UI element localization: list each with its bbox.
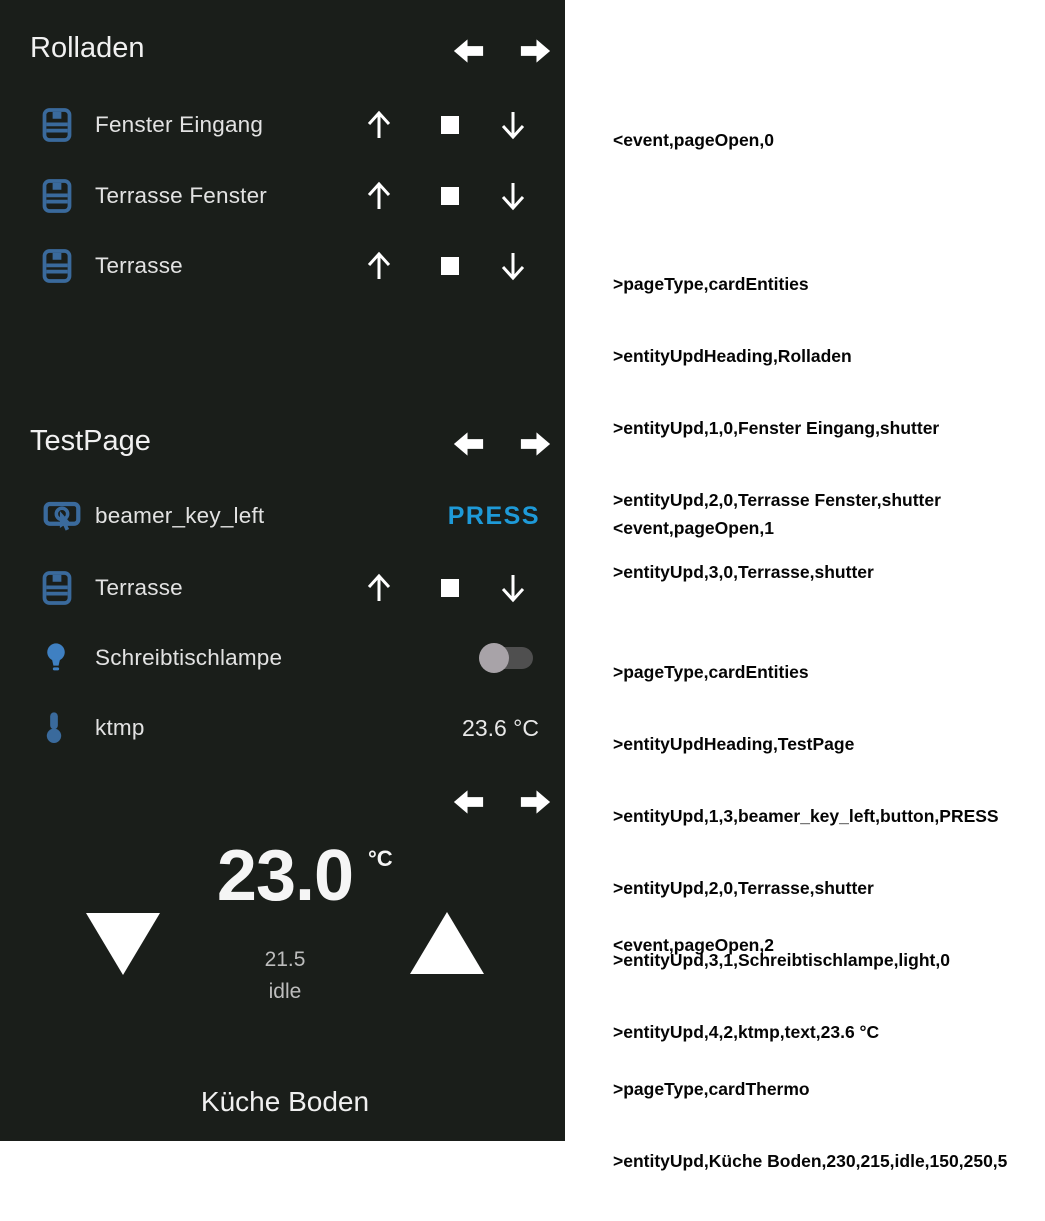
entity-row	[0, 693, 565, 763]
page-prev-icon[interactable]	[450, 36, 487, 66]
page-title: Rolladen	[30, 32, 145, 64]
shutter-down-button[interactable]	[495, 553, 531, 623]
stop-icon	[441, 116, 459, 134]
page-next-icon[interactable]	[517, 429, 554, 459]
log-line: >entityUpd,1,0,Fenster Eingang,shutter	[613, 418, 940, 438]
entity-name: Schreibtischlampe	[95, 645, 283, 670]
stop-icon	[441, 257, 459, 275]
entity-row	[0, 623, 565, 693]
shutter-up-button[interactable]	[361, 231, 397, 301]
stop-icon	[441, 187, 459, 205]
log-line: <event,pageOpen,1	[613, 518, 774, 538]
page-next-icon[interactable]	[517, 36, 554, 66]
window-shutter-icon	[42, 161, 94, 231]
entity-name: Terrasse Fenster	[95, 183, 268, 208]
entity-name: Terrasse	[95, 253, 183, 278]
press-button[interactable]: PRESS	[447, 501, 540, 530]
target-temperature: 21.5	[264, 948, 306, 971]
log-line: >entityUpd,Küche Boden,230,215,idle,150,250,5	[613, 1151, 1008, 1171]
shutter-up-button[interactable]	[361, 553, 397, 623]
entity-row	[0, 90, 565, 160]
log-line: >entityUpd,4,2,ktmp,text,23.6 °C	[613, 1022, 880, 1042]
log-line: >entityUpdHeading,Rolladen	[613, 346, 852, 366]
entity-row	[0, 161, 565, 231]
thermostat-entity-name: Küche Boden	[200, 1086, 370, 1117]
window-shutter-icon	[42, 90, 94, 160]
log-line: >entityUpd,2,0,Terrasse Fenster,shutter	[613, 490, 941, 510]
shutter-stop-button[interactable]	[439, 90, 461, 160]
window-shutter-icon	[42, 553, 94, 623]
log-line	[613, 200, 941, 224]
log-line: >entityUpdHeading,TestPage	[613, 734, 855, 754]
lightbulb-icon	[42, 623, 94, 693]
shutter-down-button[interactable]	[495, 231, 531, 301]
log-line: <event,pageOpen,0	[613, 130, 774, 150]
thermometer-icon	[42, 693, 94, 763]
shutter-down-button[interactable]	[495, 161, 531, 231]
shutter-up-button[interactable]	[361, 161, 397, 231]
entity-name: beamer_key_left	[95, 503, 265, 528]
shutter-stop-button[interactable]	[439, 231, 461, 301]
log-line: >entityUpd,1,3,beamer_key_left,button,PRESS	[613, 806, 999, 826]
page-prev-icon[interactable]	[450, 429, 487, 459]
entity-name: Fenster Eingang	[95, 112, 264, 137]
log-line: >pageType,cardEntities	[613, 662, 809, 682]
entity-row	[0, 231, 565, 301]
log-line: >entityUpd,2,0,Terrasse,shutter	[613, 878, 874, 898]
current-temperature: 23.0	[216, 836, 354, 916]
thermostat-state: idle	[268, 980, 302, 1003]
temperature-unit: °C	[368, 846, 393, 871]
entity-name: Terrasse	[95, 575, 183, 600]
shutter-stop-button[interactable]	[439, 553, 461, 623]
log-line: >entityUpd,3,1,Schreibtischlampe,light,0	[613, 950, 950, 970]
page-title: TestPage	[30, 425, 151, 457]
toggle-knob	[479, 643, 509, 673]
light-toggle[interactable]	[479, 643, 533, 673]
shutter-up-button[interactable]	[361, 90, 397, 160]
gesture-tap-button-icon	[42, 481, 94, 551]
log-line: >entityUpd,3,0,Terrasse,shutter	[613, 562, 874, 582]
entity-row	[0, 481, 565, 551]
log-line: >pageType,cardEntities	[613, 274, 809, 294]
log-line: <event,pageOpen,2	[613, 935, 774, 955]
entity-row	[0, 553, 565, 623]
log-line	[613, 1005, 1007, 1029]
entity-value: 23.6 °C	[462, 714, 539, 741]
page-prev-icon[interactable]	[450, 787, 487, 817]
stop-icon	[441, 579, 459, 597]
log-line: >pageType,cardThermo	[613, 1079, 810, 1099]
log-line	[613, 588, 999, 612]
entity-name: ktmp	[95, 715, 145, 740]
shutter-stop-button[interactable]	[439, 161, 461, 231]
page-next-icon[interactable]	[517, 787, 554, 817]
window-shutter-icon	[42, 231, 94, 301]
protocol-log-page2	[613, 885, 1007, 1221]
shutter-down-button[interactable]	[495, 90, 531, 160]
